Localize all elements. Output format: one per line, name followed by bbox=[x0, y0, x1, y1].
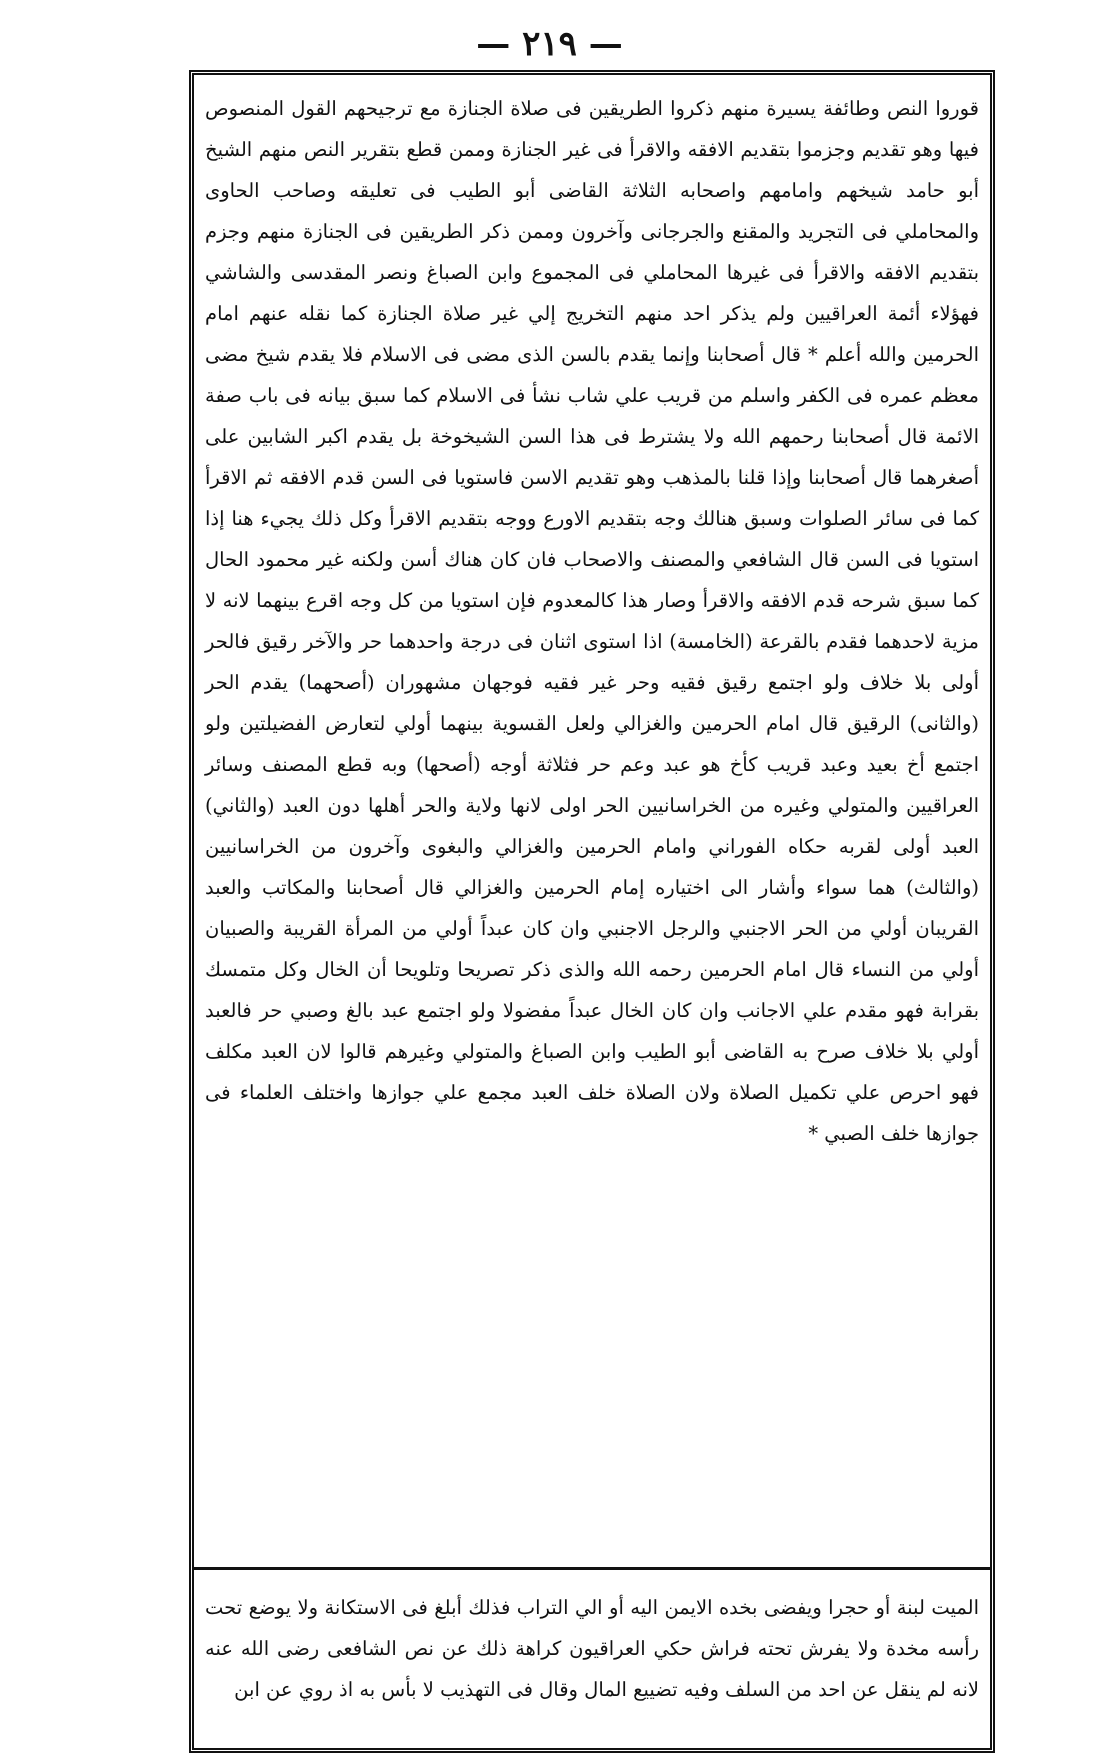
main-paragraph: قوروا النص وطائفة يسيرة منهم ذكروا الطريقين فى صلاة الجنازة مع ترجيحهم القول المنصوص فيها وهو تقديم وجزموا بتقديم الافقه والاقرأ فى غير الجنازة وممن قطع بتقرير النص منهم الشيخ أبو حامد شيخهم وامامهم واصحابه الثلاثة القاضى أبو الطيب فى تعليقه وصاحب الحاوى والمحاملي فى التجريد والمقنع والجرجانى وآخرون وممن ذكر الطريقين فى الجنازة منهم وجزم بتقديم الافقه والاقرأ فى غيرها المحاملي فى المجموع وابن الصباغ ونصر المقدسى والشاشي فهؤلاء أئمة العراقيين ولم يذكر احد منهم التخريج إلي غير صلاة الجنازة كما نقله عنهم امام الحرمين والله أعلم * قال أصحابنا وإنما يقدم بالسن الذى مضى فى الاسلام فلا يقدم شيخ مضى معظم عمره فى الكفر واسلم من قريب علي شاب نشأ فى الاسلام كما سبق بيانه فى باب صفة الائمة قال أصحابنا رحمهم الله ولا يشترط فى هذا السن الشيخوخة بل يقدم اكبر الشابين على أصغرهما قال أصحابنا وإذا قلنا بالمذهب وهو تقديم الاسن فاستويا فى السن قدم الافقه ثم الاقرأ كما فى سائر الصلوات وسبق هنالك وجه بتقديم الاورع ووجه بتقديم الاقرأ وكل ذلك يجيء هنا إذا استويا فى السن قال الشافعي والمصنف والاصحاب فان كان هناك أسن ولكنه غير محمود الحال كما سبق شرحه قدم الافقه والاقرأ وصار هذا كالمعدوم فإن استويا من كل وجه اقرع بينهما لانه لا مزية لاحدهما فقدم بالقرعة (الخامسة) اذا استوى اثنان فى درجة واحدهما حر والآخر رقيق فالحر أولى بلا خلاف ولو اجتمع رقيق فقيه وحر غير فقيه فوجهان مشهوران (أصحهما) يقدم الحر (والثانى) الرقيق قال امام الحرمين والغزالي ولعل القسوية بينهما أولي لتعارض الفضيلتين ولو اجتمع أخ بعيد وعبد قريب كأخ هو عبد وعم حر فثلاثة أوجه (أصحها) وبه قطع المصنف وسائر العراقيين والمتولي وغيره من الخراسانيين الحر اولى لانها ولاية والحر أهلها دون العبد (والثاني) العبد أولى لقربه حكاه الفوراني وامام الحرمين والغزالي والبغوى وآخرون من الخراسانيين (والثالث) هما سواء وأشار الى اختياره إمام الحرمين والغزالي قال أصحابنا والمكاتب والعبد القريبان أولي من الحر الاجنبي والرجل الاجنبي وان كان عبداً أولي من المرأة القريبة والصبيان أولي من النساء قال امام الحرمين رحمه الله والذى ذكر تصريحا وتلويحا أن الخال وكل متمسك بقرابة فهو مقدم علي الاجانب وان كان الخال عبداً مفضولا ولو اجتمع عبد بالغ وصبي حر فالعبد أولي بلا خلاف صرح به القاضى أبو الطيب وابن الصباغ والمتولي وغيرهم قالوا لان العبد مكلف فهو احرص علي تكميل الصلاة ولان الصلاة خلف العبد مجمع علي جوازها واختلف العلماء فى جوازها خلف الصبي * bbox=[205, 97, 979, 1145]
footnote-paragraph: الميت لبنة أو حجرا ويفضى بخده الايمن اليه أو الي التراب فذلك أبلغ فى الاستكانة ولا يوضع تحت رأسه مخدة ولا يفرش تحته فراش حكي العراقيون كراهة ذلك عن نص الشافعى رضى الله عنه لانه لم ينقل عن احد من السلف وفيه تضييع المال وقال فى التهذيب لا بأس به اذ روي عن ابن bbox=[205, 1596, 979, 1701]
footnote-block bbox=[205, 1587, 979, 1710]
footnote-separator bbox=[192, 1567, 992, 1570]
main-text-block bbox=[205, 88, 979, 1558]
page-number: — ٢١٩ — bbox=[476, 24, 623, 64]
